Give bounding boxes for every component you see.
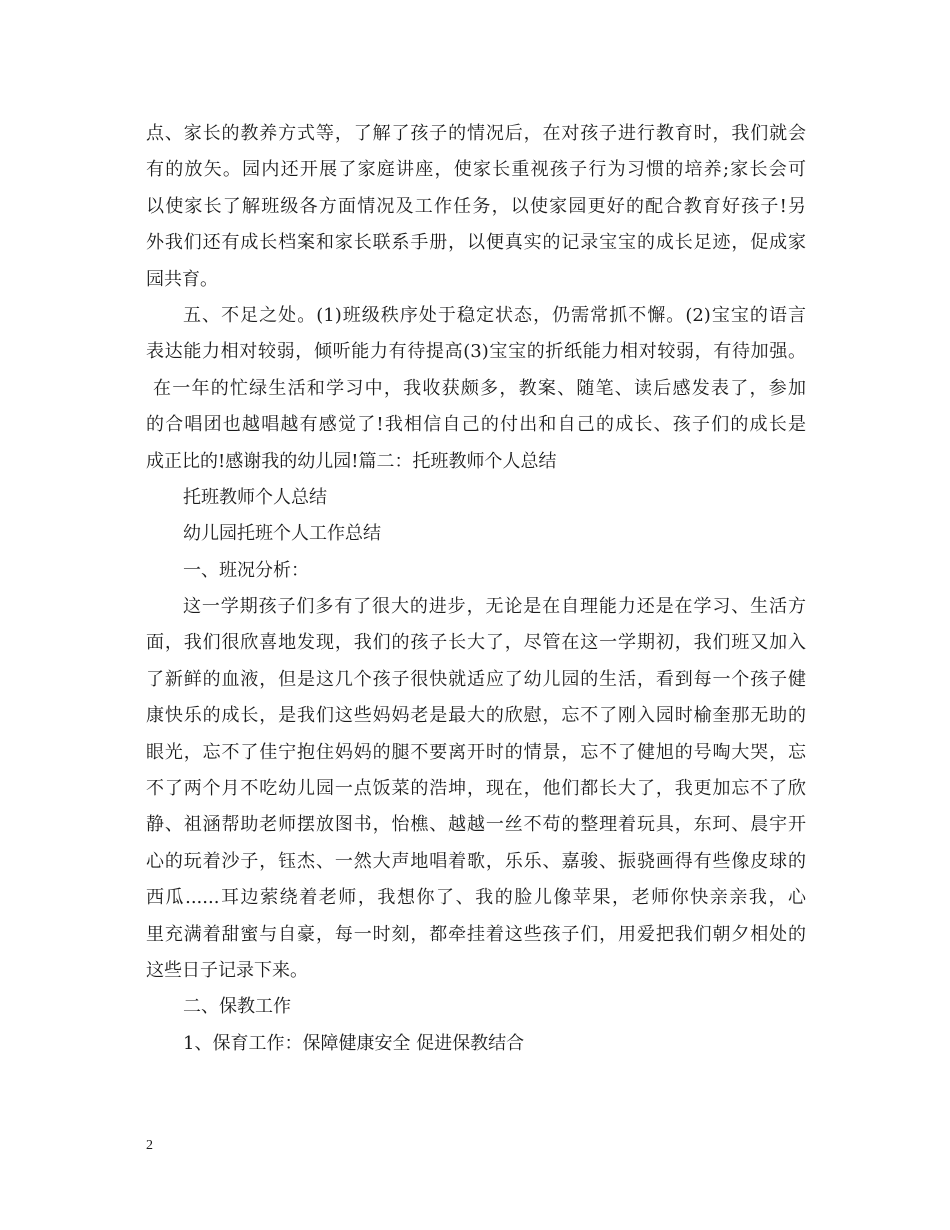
paragraph-line: 成正比的!感谢我的幼儿园!篇二：托班教师个人总结	[146, 450, 557, 472]
section-heading: 1、保育工作：保障健康安全 促进保教结合	[183, 1032, 525, 1054]
section-subtitle: 幼儿园托班个人工作总结	[183, 523, 381, 545]
paragraph-line: 以使家长了解班级各方面情况及工作任务，以使家园更好的配合教育好孩子!另	[146, 195, 806, 217]
page-number: 2	[146, 1138, 153, 1153]
paragraph-line: 园共育。	[146, 268, 218, 290]
paragraph-line: 面，我们很欣喜地发现，我们的孩子长大了，尽管在这一学期初，我们班又加入	[146, 632, 806, 654]
paragraph-line: 了新鲜的血液，但是这几个孩子很快就适应了幼儿园的生活，看到每一个孩子健	[146, 668, 806, 690]
paragraph-line: 静、祖涵帮助老师摆放图书，怡樵、越越一丝不苟的整理着玩具，东珂、晨宇开	[146, 814, 806, 836]
paragraph-line: 不了两个月不吃幼儿园一点饭菜的浩坤，现在，他们都长大了，我更加忘不了欣	[146, 778, 806, 800]
paragraph-line: 眼光，忘不了佳宁抱住妈妈的腿不要离开时的情景，忘不了健旭的号啕大哭，忘	[146, 741, 806, 763]
paragraph-line: 的合唱团也越唱越有感觉了!我相信自己的付出和自己的成长、孩子们的成长是	[146, 414, 806, 436]
paragraph-line: 心的玩着沙子，钰杰、一然大声地唱着歌，乐乐、嘉骏、振骁画得有些像皮球的	[146, 850, 806, 872]
document-body	[146, 116, 806, 1062]
section-heading: 一、班况分析：	[183, 559, 309, 581]
paragraph-line: 在一年的忙绿生活和学习中，我收获颇多，教案、随笔、读后感发表了，参加	[146, 377, 806, 399]
paragraph-line: 康快乐的成长，是我们这些妈妈老是最大的欣慰，忘不了刚入园时榆奎那无助的	[146, 705, 806, 727]
paragraph-line: 这些日子记录下来。	[146, 959, 308, 981]
paragraph-line: 西瓜......耳边萦绕着老师，我想你了、我的脸儿像苹果，老师你快亲亲我，心	[146, 887, 806, 909]
paragraph-line: 外我们还有成长档案和家长联系手册，以便真实的记录宝宝的成长足迹，促成家	[146, 232, 806, 254]
paragraph-line: 这一学期孩子们多有了很大的进步，无论是在自理能力还是在学习、生活方	[183, 596, 806, 618]
paragraph-line: 表达能力相对较弱，倾听能力有待提高(3)宝宝的折纸能力相对较弱，有待加强。	[146, 341, 806, 363]
paragraph-line: 五、不足之处。(1)班级秩序处于稳定状态，仍需常抓不懈。(2)宝宝的语言	[183, 304, 806, 326]
paragraph-line: 点、家长的教养方式等，了解了孩子的情况后，在对孩子进行教育时，我们就会	[146, 123, 806, 144]
section-title: 托班教师个人总结	[183, 486, 327, 508]
section-heading: 二、保教工作	[183, 996, 291, 1018]
paragraph-line: 里充满着甜蜜与自豪，每一时刻，都牵挂着这些孩子们，用爱把我们朝夕相处的	[146, 923, 806, 945]
paragraph-line: 有的放矢。园内还开展了家庭讲座，使家长重视孩子行为习惯的培养;家长会可	[146, 159, 806, 181]
